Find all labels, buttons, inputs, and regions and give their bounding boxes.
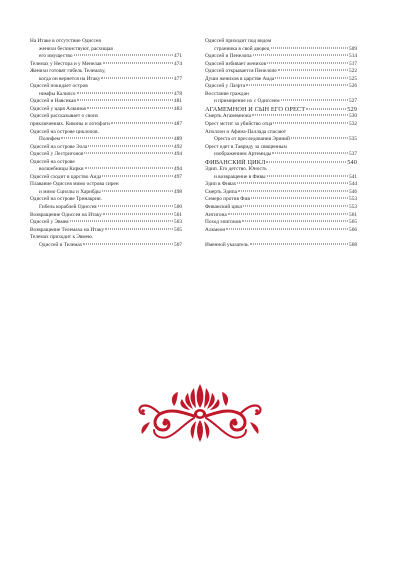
toc-leader-dots	[306, 108, 346, 109]
toc-entry-title: Одиссей у Лаэрта	[205, 83, 246, 90]
toc-leader-dots	[61, 138, 173, 139]
toc-leader-dots	[88, 145, 173, 146]
toc-entry-title: Одиссей рассказывает о своих	[30, 113, 99, 120]
toc-leader-dots	[238, 190, 348, 191]
toc-page-number: 514	[349, 53, 357, 60]
toc-entry-title: Возвращение Телемаха на Итаку	[30, 226, 105, 233]
toc-leader-dots	[273, 123, 348, 124]
toc-entry-title: и мимо Сциллы и Харибды	[39, 188, 101, 195]
toc-entry	[205, 174, 357, 182]
toc-leader-dots	[267, 62, 348, 63]
toc-entry	[30, 144, 182, 152]
toc-entry-title: и возвращение в Фивы	[214, 173, 266, 180]
toc-entry-title: Ореста от преследования Эриний	[214, 136, 290, 143]
toc-entry	[30, 196, 182, 204]
toc-entry	[205, 166, 357, 174]
toc-page-number: 497	[174, 173, 182, 180]
toc-page-number: 500	[174, 204, 182, 211]
toc-leader-dots	[271, 47, 349, 48]
toc-leader-dots	[252, 115, 348, 116]
toc-entry-title: Именной указатель	[205, 241, 249, 248]
toc-entry-title: Плавание Одиссея мимо острова сирен	[30, 181, 119, 188]
toc-entry	[30, 189, 182, 197]
toc-entry-title: Одиссей и Пенелопа	[205, 53, 252, 60]
toc-entry-title: Смерть Эдипа	[205, 188, 237, 195]
toc-entry	[30, 227, 182, 235]
toc-page-number: 489	[174, 136, 182, 143]
toc-entry	[30, 46, 182, 54]
toc-page-number: 535	[349, 136, 357, 143]
toc-leader-dots	[102, 190, 173, 191]
toc-page-number: 522	[349, 68, 357, 75]
toc-leader-dots	[103, 213, 173, 214]
toc-entry	[205, 219, 357, 227]
toc-entry	[30, 106, 182, 114]
toc-page-number: 566	[349, 226, 357, 233]
toc-leader-dots	[77, 92, 174, 93]
toc-entry-title: Женихи готовят гибель Телемаху,	[30, 68, 106, 75]
toc-entry-title: Одиссей у Лестригонов	[30, 151, 84, 158]
toc-page-number: 561	[349, 211, 357, 218]
toc-page-number: 471	[174, 53, 182, 60]
toc-page-number: 546	[349, 188, 357, 195]
toc-entry-title: Телемах у Нестора и у Менелая	[30, 60, 102, 67]
toc-page-number: 481	[174, 98, 182, 105]
toc-entry-title: Восстание граждан	[205, 90, 249, 97]
toc-entry-title: Гибель кораблей Одиссея	[39, 204, 97, 211]
toc-entry	[205, 76, 357, 84]
toc-leader-dots	[272, 153, 348, 154]
toc-leader-dots	[275, 77, 348, 78]
toc-entry-title: Одиссей избивает женихов	[205, 60, 266, 67]
toc-entry-title: когда он вернется на Итаку	[39, 75, 101, 82]
toc-entry-title: Одиссей открывается Пенелопе	[205, 68, 277, 75]
toc-section-heading	[205, 159, 357, 167]
toc-page-number: 507	[174, 241, 182, 248]
toc-entry	[205, 189, 357, 197]
toc-entry-title: Одиссей на острове	[30, 158, 75, 165]
toc-page-number: 553	[349, 204, 357, 211]
toc-entry-title: Одиссей сходит в царство Аида	[30, 173, 102, 180]
toc-entry	[30, 38, 182, 46]
toc-entry-title: Смерть Агамемнона	[205, 113, 251, 120]
toc-entry	[205, 61, 357, 69]
toc-entry-title: Одиссей на острове Тринакрии.	[30, 196, 102, 203]
toc-leader-dots	[266, 161, 346, 162]
toc-entry	[205, 91, 357, 99]
toc-entry-title: Одиссей приходит под видом	[205, 38, 272, 44]
toc-entry	[30, 174, 182, 182]
toc-entry-title: нимфы Калипсо	[39, 90, 76, 97]
toc-page-number: 544	[349, 181, 357, 188]
toc-entry	[30, 83, 182, 91]
toc-entry-title: Аполлон и Афина-Паллада спасают	[205, 128, 287, 135]
toc-page-number: 525	[349, 75, 357, 82]
toc-leader-dots	[243, 206, 348, 207]
toc-leader-dots	[84, 153, 173, 154]
toc-left-column	[30, 38, 182, 249]
toc-entry	[30, 53, 182, 61]
toc-leader-dots	[98, 206, 173, 207]
toc-page-number: 509	[349, 45, 357, 52]
toc-page-number: 501	[174, 211, 182, 218]
toc-leader-dots	[101, 77, 173, 78]
toc-leader-dots	[246, 85, 348, 86]
toc-leader-dots	[253, 55, 348, 56]
toc-page-number: 474	[174, 60, 182, 67]
toc-entry	[30, 242, 182, 250]
toc-leader-dots	[102, 175, 173, 176]
toc-entry	[30, 136, 182, 144]
toc-leader-dots	[278, 70, 348, 71]
toc-entry	[205, 98, 357, 106]
toc-entry	[205, 212, 357, 220]
toc-page-number: 478	[174, 90, 182, 97]
toc-leader-dots	[267, 175, 349, 176]
toc-page-number: 526	[349, 83, 357, 90]
toc-entry-title: Алкмеон	[205, 226, 226, 233]
toc-entry	[30, 159, 182, 167]
toc-leader-dots	[111, 123, 173, 124]
palmette-ornament-icon	[134, 378, 266, 448]
toc-entry	[205, 68, 357, 76]
toc-entry-title: Фиванский цикл	[205, 204, 243, 211]
toc-leader-dots	[87, 107, 173, 108]
toc-entry-title: приключениях. Киконы и лотофаги	[30, 121, 110, 128]
toc-page-number: 483	[174, 105, 182, 112]
toc-entry	[30, 129, 182, 137]
toc-entry	[205, 121, 357, 129]
toc-section-heading	[205, 106, 357, 114]
toc-entry	[30, 91, 182, 99]
toc-entry	[205, 53, 357, 61]
toc-entry-title: и примирение их с Одиссеем	[214, 98, 280, 105]
toc-entry	[30, 151, 182, 159]
toc-entry	[30, 204, 182, 212]
toc-entry	[205, 227, 357, 235]
toc-entry	[205, 144, 357, 152]
toc-page-number: 494	[174, 166, 182, 173]
toc-entry	[205, 181, 357, 189]
toc-leader-dots	[291, 138, 348, 139]
toc-entry-title: ФИВАНСКИЙ ЦИКЛ	[205, 158, 266, 166]
toc-entry	[205, 129, 357, 137]
toc-leader-dots	[70, 221, 173, 222]
toc-leader-dots	[226, 228, 348, 229]
toc-page-number: 565	[349, 219, 357, 226]
toc-page-number: 553	[349, 196, 357, 203]
toc-entry-title: Одиссей на острове Эола	[30, 143, 88, 150]
toc-entry	[205, 196, 357, 204]
toc-entry-title: Одиссей и Телемах	[39, 241, 83, 248]
toc-page-number: 540	[347, 158, 357, 166]
toc-entry	[205, 83, 357, 91]
toc-leader-dots	[85, 168, 173, 169]
toc-leader-dots	[74, 55, 174, 56]
toc-entry-title: Орест едет в Тавриду за священным	[205, 143, 287, 150]
toc-entry	[205, 113, 357, 121]
toc-entry-title: его имущество	[39, 53, 73, 60]
toc-entry-title: женихи бесчинствуют, расхищая	[39, 45, 113, 52]
toc-entry	[205, 38, 357, 46]
toc-entry	[30, 121, 182, 129]
toc-leader-dots	[83, 243, 173, 244]
toc-leader-dots	[281, 100, 348, 101]
toc-entry-title: волшебницы Кирки	[39, 166, 84, 173]
toc-entry	[30, 76, 182, 84]
toc-entry-title: Семеро против Фив	[205, 196, 250, 203]
toc-page-number: 494	[174, 151, 182, 158]
toc-entry	[205, 46, 357, 54]
toc-entry-title: Души женихов в царстве Аида	[205, 75, 275, 82]
toc-right-column	[205, 38, 357, 249]
toc-entry-title: изображением Артемиды	[214, 151, 272, 158]
toc-entry-title: Возвращение Одиссея на Итаку	[30, 211, 102, 218]
toc-page-number: 503	[174, 219, 182, 226]
toc-entry-title: Одиссей покидает остров	[30, 83, 88, 90]
toc-entry	[30, 166, 182, 174]
toc-leader-dots	[250, 243, 349, 244]
toc-leader-dots	[103, 62, 173, 63]
toc-entry	[30, 68, 182, 76]
toc-leader-dots	[105, 228, 173, 229]
toc-entry	[30, 61, 182, 69]
toc-page-number: 530	[349, 113, 357, 120]
toc-page-number: 505	[174, 226, 182, 233]
toc-entry-title: Антигона	[205, 211, 227, 218]
toc-entry	[30, 113, 182, 121]
toc-entry-title: Полифем	[39, 136, 61, 143]
toc-entry-title: Поход эпигонов	[205, 219, 241, 226]
toc-entry-title: Орест мстит за убийство отца	[205, 121, 273, 128]
toc-entry-title: Одиссей у Эвмея	[30, 219, 69, 226]
toc-leader-dots	[77, 100, 173, 101]
toc-page-number: 477	[174, 75, 182, 82]
toc-entry-title: Одиссей и Навсикая	[30, 98, 76, 105]
toc-entry	[205, 151, 357, 159]
toc-entry	[30, 234, 182, 242]
toc-entry-title: Эдип в Фивах	[205, 181, 237, 188]
toc-entry	[205, 204, 357, 212]
toc-leader-dots	[237, 183, 348, 184]
toc-page-number: 517	[349, 60, 357, 67]
toc-entry-title: Одиссей на острове циклопов.	[30, 128, 99, 135]
toc-entry-title: Телемах приходит к Эвмею.	[30, 234, 94, 241]
toc-leader-dots	[251, 198, 348, 199]
toc-page-number: 537	[349, 151, 357, 158]
toc-entry	[30, 219, 182, 227]
toc-entry	[30, 98, 182, 106]
toc-page-number: 529	[347, 105, 357, 113]
toc-page-number: 498	[174, 188, 182, 195]
toc-page-number: 541	[349, 173, 357, 180]
toc-page-number: 527	[349, 98, 357, 105]
toc-entry-title: На Итаке в отсутствие Одиссея	[30, 38, 101, 44]
toc-page-number: 487	[174, 121, 182, 128]
toc-entry-title: Эдип. Его детство. Юность	[205, 166, 267, 173]
toc-page-number: 492	[174, 143, 182, 150]
toc-entry-title: странника в свой дворец	[214, 45, 270, 52]
toc-spacer	[205, 234, 357, 242]
toc-entry-title: Одиссей у царя Алкиноя	[30, 105, 86, 112]
toc-page-number: 568	[349, 241, 357, 248]
toc-entry	[30, 181, 182, 189]
toc-entry	[205, 242, 357, 250]
toc-entry	[205, 136, 357, 144]
toc-leader-dots	[242, 221, 348, 222]
toc-entry-title: АГАМЕМНОН И СЫН ЕГО ОРЕСТ	[205, 105, 306, 113]
toc-leader-dots	[228, 213, 348, 214]
toc-page-number: 532	[349, 121, 357, 128]
toc-entry	[30, 212, 182, 220]
